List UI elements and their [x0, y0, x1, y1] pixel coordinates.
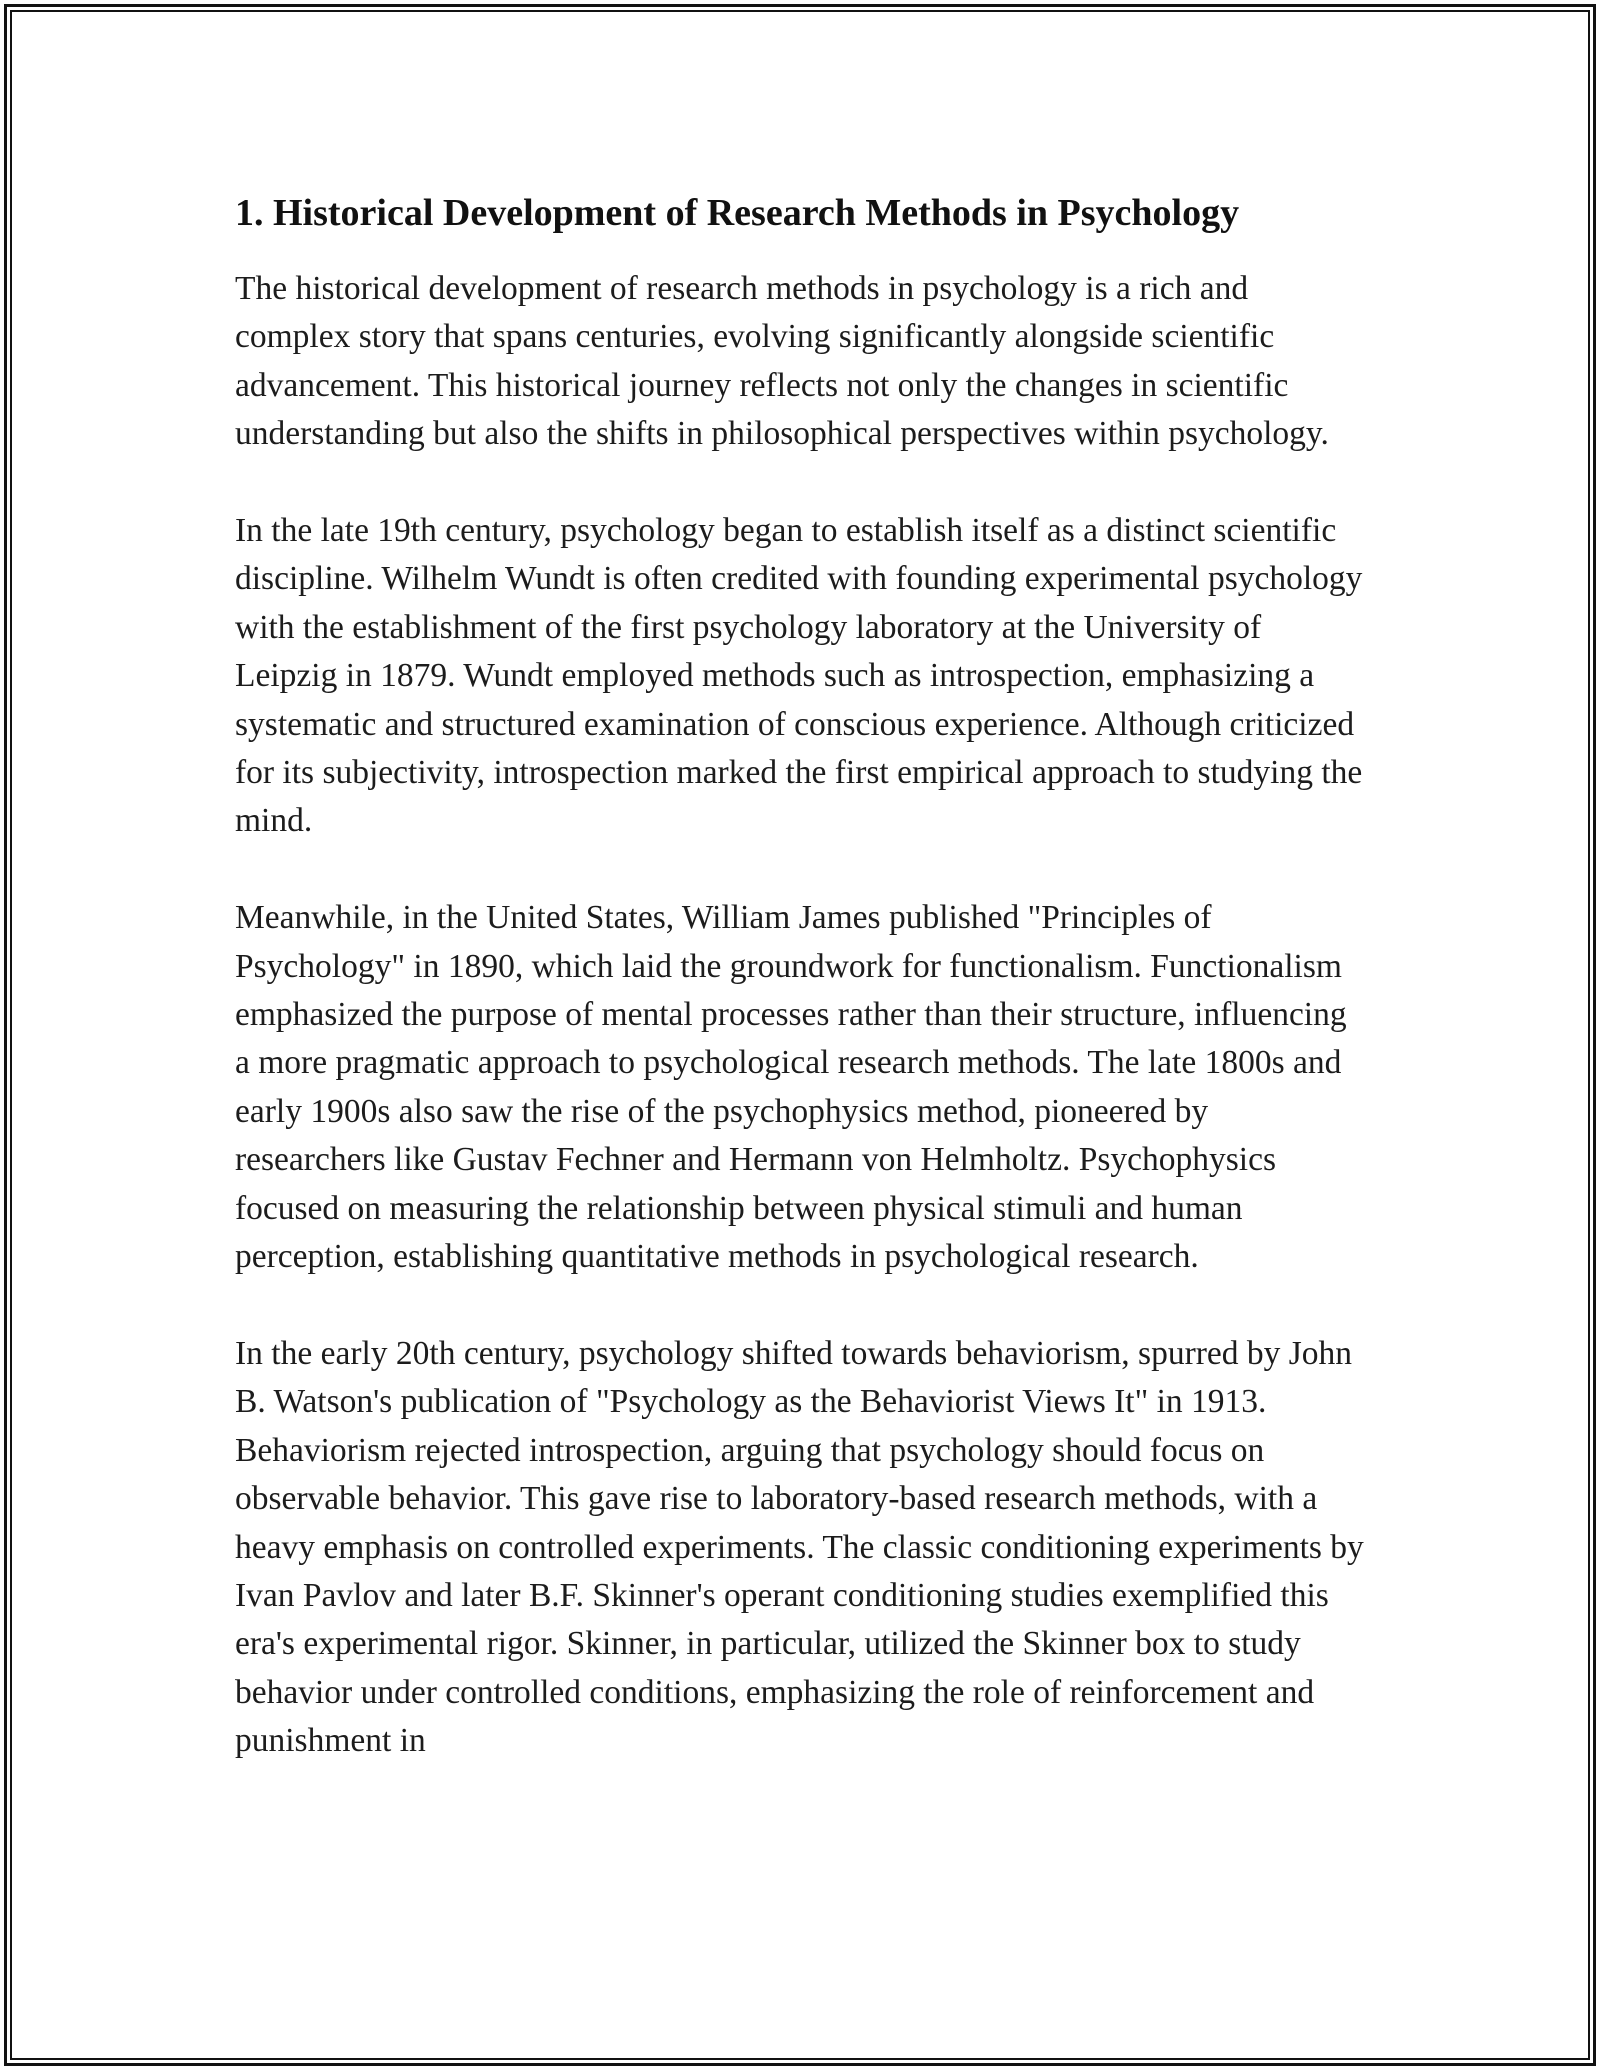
paragraph-behaviorism: In the early 20th century, psychology shifted towards behaviorism, spurred by John B. Watson's publication of "Psychology as the Behaviorist Views It" in 1913. Behaviorism rejected introspection, arguing that psychology should focus on observable behavior. This gave rise to laboratory-based research methods, with a heavy emphasis on controlled experiments. The classic conditioning experiments by Ivan Pavlov and later B.F. Skinner's operant conditioning studies exemplified this era's experimental rigor. Skinner, in particular, utilized the Skinner box to study behavior under controlled conditions, emphasizing the role of reinforcement and punishment in — [235, 1334, 1364, 1760]
paragraph-james-functionalism: Meanwhile, in the United States, William James published "Principles of Psychology" in 1890, which laid the groundwork for functionalism. Functionalism emphasized the purpose of mental processes rather than their structure, influencing a more pragmatic approach to psychological research methods. The late 1800s and early 1900s also saw the rise of the psychophysics method, pioneered by researchers like Gustav Fechner and Hermann von Helmholtz. Psychophysics focused on measuring the relationship between physical stimuli and human perception, establishing quantitative methods in psychological research. — [235, 899, 1347, 1276]
section-heading: 1. Historical Development of Research Methods in Psychology — [235, 192, 1240, 234]
paragraph-wundt: In the late 19th century, psychology began to establish itself as a distinct scientific discipline. Wilhelm Wundt is often credited with founding experimental psychology with the establishment of the first psychology laboratory at the University of Leipzig in 1879. Wundt employed methods such as introspection, emphasizing a systematic and structured examination of conscious experience. Although criticized for its subjectivity, introspection marked the first empirical approach to studying the mind. — [235, 512, 1363, 840]
document-body — [235, 185, 1365, 1814]
paragraph-intro: The historical development of research methods in psychology is a rich and complex story that spans centuries, evolving significantly alongside scientific advancement. This historical journey reflects not only the changes in scientific understanding but also the shifts in philosophical perspectives within psychology. — [235, 270, 1329, 453]
